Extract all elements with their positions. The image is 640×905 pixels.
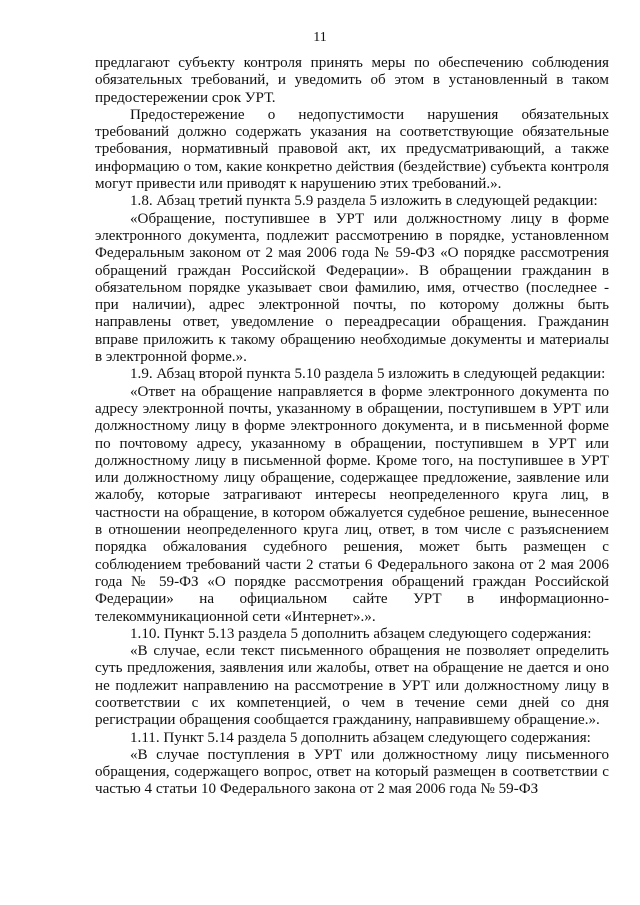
- paragraph-warning-content: Предостережение о недопустимости нарушения обязательных требований должно содержать указания на соответствующие обязательные требования, нормативный правовой акт, их предусматривающий, а также информацию о том, какие конкретно действия (бездействие) субъекта контроля могут привести или приводят к нарушению этих требований.».: [95, 106, 609, 193]
- paragraph-item-1-11: 1.11. Пункт 5.14 раздела 5 дополнить абзацем следующего содержания:: [130, 729, 591, 746]
- paragraph-item-1-10: 1.10. Пункт 5.13 раздела 5 дополнить абзацем следующего содержания:: [130, 625, 592, 642]
- paragraph-continuation: предлагают субъекту контроля принять меры по обеспечению соблюдения обязательных требований, и уведомить об этом в установленный в таком предостережении срок УРТ.: [95, 55, 609, 106]
- document-body: [95, 55, 609, 799]
- page-number: 11: [313, 30, 327, 45]
- paragraph-item-1-10-text: «В случае, если текст письменного обращения не позволяет определить суть предложения, заявления или жалобы, ответ на обращение не дается и оно не подлежит направлению на рассмотрение в УРТ или должностному лицу в соответствии с их компетенцией, о чем в течение семи дней со дня регистрации обращения сообщается гражданину, направившему обращение.».: [95, 643, 609, 729]
- paragraph-item-1-9: 1.9. Абзац второй пункта 5.10 раздела 5 изложить в следующей редакции:: [130, 366, 606, 383]
- paragraph-item-1-9-text: «Ответ на обращение направляется в форме электронного документа по адресу электронной почты, указанному в обращении, поступившем в УРТ или должностному лицу в форме электронного документа, и в письменной форме по почтовому адресу, указанному в обращении, поступившем в УРТ или должностному лицу в письменной форме. Кроме того, на поступившее в УРТ или должностному лицу обращение, содержащее предложение, заявление или жалобу, которые затрагивают интересы неопределенного круга лиц, в частности на обращение, в котором обжалуется судебное решение, вынесенное в отношении неопределенного круга лиц, ответ, в том числе с разъяснением порядка обжалования судебного решения, может быть размещен с соблюдением требований части 2 статьи 6 Федерального закона от 2 мая 2006 года № 59-ФЗ «О порядке рассмотрения обращений граждан Российской Федерации» на официальном сайте УРТ в информационно-телекоммуникационной сети «Интернет».».: [95, 383, 609, 625]
- paragraph-item-1-11-text: «В случае поступления в УРТ или должностному лицу письменного обращения, содержащего вопрос, ответ на который размещен в соответствии с частью 4 статьи 10 Федерального закона от 2 мая 2006 года № 59-ФЗ: [95, 746, 609, 798]
- paragraph-item-1-8: 1.8. Абзац третий пункта 5.9 раздела 5 изложить в следующей редакции:: [130, 193, 598, 210]
- paragraph-item-1-8-text: «Обращение, поступившее в УРТ или должностному лицу в форме электронного документа, подлежит рассмотрению в порядке, установленном Федеральным законом от 2 мая 2006 года № 59-ФЗ «О порядке рассмотрения обращений граждан Российской Федерации». В обращении гражданин в обязательном порядке указывает свои фамилию, имя, отчество (последнее - при наличии), адрес электронной почты, по которому должны быть направлены ответ, уведомление о переадресации обращения. Гражданин вправе приложить к такому обращению необходимые документы и материалы в электронной форме.».: [95, 210, 609, 366]
